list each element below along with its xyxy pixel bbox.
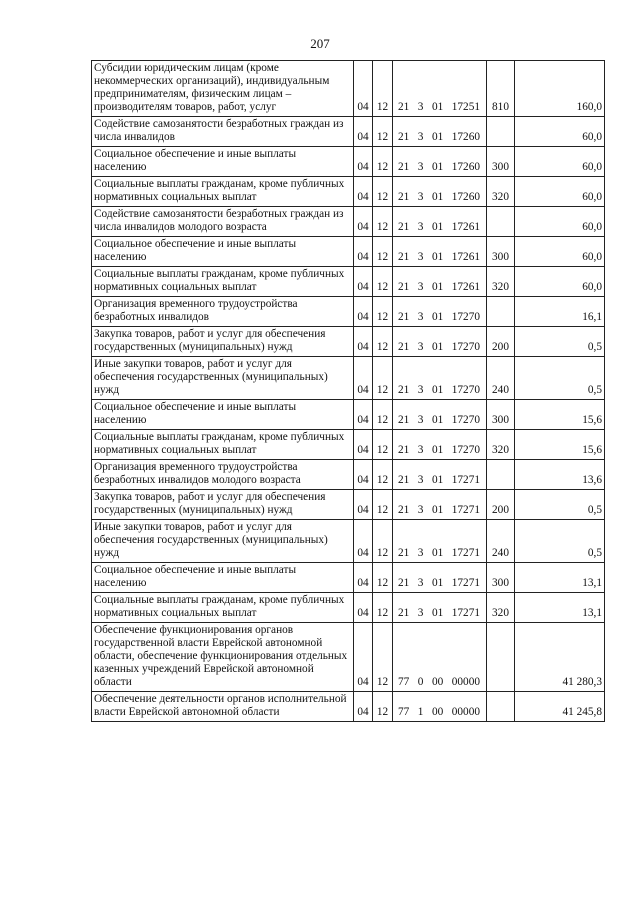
code-program: 21 — [398, 504, 410, 516]
code-event: 01 — [431, 444, 444, 456]
row-name: Социальные выплаты гражданам, кроме публичных нормативных социальных выплат — [92, 593, 354, 623]
code-program: 21 — [398, 131, 410, 143]
row-target-code — [393, 563, 487, 593]
code-direction: 17260 — [451, 191, 480, 203]
code-direction: 17260 — [451, 161, 480, 173]
code-program: 21 — [398, 281, 410, 293]
table-row — [92, 297, 605, 327]
code-subprogram: 3 — [417, 281, 424, 293]
row-name: Организация временного трудоустройства безработных инвалидов молодого возраста — [92, 460, 354, 490]
row-target-code — [393, 460, 487, 490]
row-target-code — [393, 520, 487, 563]
row-subsection: 12 — [373, 207, 393, 237]
row-expense-type — [487, 460, 515, 490]
code-event: 01 — [431, 221, 444, 233]
row-expense-type: 320 — [487, 267, 515, 297]
table-row — [92, 593, 605, 623]
row-sum: 16,1 — [515, 297, 605, 327]
row-name: Закупка товаров, работ и услуг для обеспечения государственных (муниципальных) нужд — [92, 327, 354, 357]
row-target-code — [393, 692, 487, 722]
row-name: Иные закупки товаров, работ и услуг для обеспечения государственных (муниципальных) нужд — [92, 520, 354, 563]
code-subprogram: 3 — [417, 577, 424, 589]
row-expense-type — [487, 692, 515, 722]
code-direction: 17271 — [451, 547, 480, 559]
code-event: 01 — [431, 607, 444, 619]
code-subprogram: 3 — [417, 101, 424, 113]
code-program: 21 — [398, 474, 410, 486]
code-direction: 17261 — [451, 221, 480, 233]
code-program: 21 — [398, 577, 410, 589]
row-expense-type — [487, 117, 515, 147]
code-subprogram: 1 — [417, 706, 424, 718]
row-sum: 13,6 — [515, 460, 605, 490]
row-sum: 0,5 — [515, 490, 605, 520]
row-sum: 15,6 — [515, 430, 605, 460]
code-subprogram: 3 — [417, 607, 424, 619]
code-program: 77 — [398, 676, 410, 688]
code-event: 00 — [431, 706, 444, 718]
row-expense-type: 320 — [487, 177, 515, 207]
row-name: Субсидии юридическим лицам (кроме некоммерческих организаций), индивидуальным предпринимателям, физическим лицам – производителям товаров, работ, услуг — [92, 61, 354, 117]
code-program: 77 — [398, 706, 410, 718]
row-section: 04 — [354, 237, 373, 267]
code-direction: 17270 — [451, 444, 480, 456]
code-direction: 17271 — [451, 607, 480, 619]
row-expense-type: 240 — [487, 520, 515, 563]
table-row — [92, 267, 605, 297]
row-subsection: 12 — [373, 117, 393, 147]
code-event: 01 — [431, 474, 444, 486]
row-section: 04 — [354, 430, 373, 460]
row-expense-type: 320 — [487, 593, 515, 623]
row-section: 04 — [354, 520, 373, 563]
row-sum: 0,5 — [515, 520, 605, 563]
row-section: 04 — [354, 117, 373, 147]
code-event: 00 — [431, 676, 444, 688]
row-section: 04 — [354, 563, 373, 593]
code-program: 21 — [398, 547, 410, 559]
row-target-code — [393, 623, 487, 692]
row-subsection: 12 — [373, 237, 393, 267]
row-target-code — [393, 430, 487, 460]
code-program: 21 — [398, 191, 410, 203]
row-target-code — [393, 177, 487, 207]
row-expense-type: 240 — [487, 357, 515, 400]
code-direction: 17271 — [451, 474, 480, 486]
table-row — [92, 117, 605, 147]
row-target-code — [393, 267, 487, 297]
code-direction: 17251 — [451, 101, 480, 113]
row-subsection: 12 — [373, 177, 393, 207]
code-event: 01 — [431, 504, 444, 516]
row-subsection: 12 — [373, 563, 393, 593]
row-target-code — [393, 357, 487, 400]
code-direction: 17270 — [451, 414, 480, 426]
row-sum: 60,0 — [515, 177, 605, 207]
code-program: 21 — [398, 251, 410, 263]
code-event: 01 — [431, 577, 444, 589]
code-direction: 00000 — [451, 676, 480, 688]
row-name: Социальные выплаты гражданам, кроме публичных нормативных социальных выплат — [92, 177, 354, 207]
row-expense-type: 300 — [487, 237, 515, 267]
code-subprogram: 3 — [417, 474, 424, 486]
row-section: 04 — [354, 207, 373, 237]
code-program: 21 — [398, 607, 410, 619]
code-subprogram: 3 — [417, 341, 424, 353]
code-subprogram: 3 — [417, 444, 424, 456]
code-program: 21 — [398, 444, 410, 456]
row-section: 04 — [354, 400, 373, 430]
code-direction: 17260 — [451, 131, 480, 143]
row-section: 04 — [354, 177, 373, 207]
row-target-code — [393, 297, 487, 327]
code-program: 21 — [398, 101, 410, 113]
row-name: Организация временного трудоустройства безработных инвалидов — [92, 297, 354, 327]
row-expense-type — [487, 297, 515, 327]
code-direction: 17270 — [451, 384, 480, 396]
row-sum: 60,0 — [515, 237, 605, 267]
row-expense-type: 300 — [487, 147, 515, 177]
row-target-code — [393, 400, 487, 430]
row-section: 04 — [354, 460, 373, 490]
code-subprogram: 3 — [417, 221, 424, 233]
row-name: Социальное обеспечение и иные выплаты населению — [92, 563, 354, 593]
row-name: Содействие самозанятости безработных граждан из числа инвалидов — [92, 117, 354, 147]
code-event: 01 — [431, 311, 444, 323]
row-expense-type — [487, 623, 515, 692]
code-program: 21 — [398, 311, 410, 323]
row-section: 04 — [354, 297, 373, 327]
code-event: 01 — [431, 131, 444, 143]
row-subsection: 12 — [373, 147, 393, 177]
code-subprogram: 3 — [417, 504, 424, 516]
row-sum: 160,0 — [515, 61, 605, 117]
table-row — [92, 692, 605, 722]
row-name: Социальные выплаты гражданам, кроме публичных нормативных социальных выплат — [92, 430, 354, 460]
table-row — [92, 490, 605, 520]
row-sum: 13,1 — [515, 563, 605, 593]
code-event: 01 — [431, 414, 444, 426]
row-section: 04 — [354, 147, 373, 177]
row-name: Обеспечение функционирования органов государственной власти Еврейской автономной области, обеспечение функционирования отдельных казенных учреждений Еврейской автономной области — [92, 623, 354, 692]
code-event: 01 — [431, 251, 444, 263]
row-name: Социальное обеспечение и иные выплаты населению — [92, 400, 354, 430]
code-event: 01 — [431, 161, 444, 173]
row-subsection: 12 — [373, 490, 393, 520]
table-row — [92, 177, 605, 207]
row-name: Социальное обеспечение и иные выплаты населению — [92, 237, 354, 267]
row-subsection: 12 — [373, 460, 393, 490]
row-section: 04 — [354, 61, 373, 117]
code-subprogram: 3 — [417, 384, 424, 396]
table-row — [92, 147, 605, 177]
code-direction: 17271 — [451, 504, 480, 516]
code-direction: 00000 — [451, 706, 480, 718]
row-subsection: 12 — [373, 520, 393, 563]
table-row — [92, 207, 605, 237]
code-subprogram: 3 — [417, 414, 424, 426]
row-section: 04 — [354, 490, 373, 520]
code-subprogram: 3 — [417, 251, 424, 263]
row-name: Социальные выплаты гражданам, кроме публичных нормативных социальных выплат — [92, 267, 354, 297]
code-program: 21 — [398, 161, 410, 173]
table-row — [92, 623, 605, 692]
code-event: 01 — [431, 384, 444, 396]
row-name: Социальное обеспечение и иные выплаты населению — [92, 147, 354, 177]
row-expense-type: 320 — [487, 430, 515, 460]
code-subprogram: 0 — [417, 676, 424, 688]
row-expense-type: 300 — [487, 400, 515, 430]
code-subprogram: 3 — [417, 161, 424, 173]
row-name: Закупка товаров, работ и услуг для обеспечения государственных (муниципальных) нужд — [92, 490, 354, 520]
code-event: 01 — [431, 547, 444, 559]
row-name: Содействие самозанятости безработных граждан из числа инвалидов молодого возраста — [92, 207, 354, 237]
code-direction: 17270 — [451, 341, 480, 353]
row-sum: 41 245,8 — [515, 692, 605, 722]
code-subprogram: 3 — [417, 131, 424, 143]
row-target-code — [393, 207, 487, 237]
code-event: 01 — [431, 341, 444, 353]
table-row — [92, 400, 605, 430]
row-expense-type — [487, 207, 515, 237]
row-expense-type: 300 — [487, 563, 515, 593]
row-sum: 60,0 — [515, 147, 605, 177]
table-row — [92, 430, 605, 460]
page-number: 207 — [310, 36, 330, 51]
row-sum: 60,0 — [515, 267, 605, 297]
row-expense-type: 810 — [487, 61, 515, 117]
code-program: 21 — [398, 221, 410, 233]
row-section: 04 — [354, 357, 373, 400]
row-target-code — [393, 147, 487, 177]
row-sum: 41 280,3 — [515, 623, 605, 692]
code-direction: 17271 — [451, 577, 480, 589]
row-name: Обеспечение деятельности органов исполнительной власти Еврейской автономной области — [92, 692, 354, 722]
row-section: 04 — [354, 593, 373, 623]
table-row — [92, 327, 605, 357]
row-sum: 13,1 — [515, 593, 605, 623]
row-target-code — [393, 593, 487, 623]
code-program: 21 — [398, 341, 410, 353]
row-expense-type: 200 — [487, 490, 515, 520]
row-section: 04 — [354, 692, 373, 722]
row-expense-type: 200 — [487, 327, 515, 357]
row-section: 04 — [354, 327, 373, 357]
row-sum: 60,0 — [515, 207, 605, 237]
budget-table — [91, 60, 605, 722]
row-sum: 0,5 — [515, 327, 605, 357]
row-target-code — [393, 327, 487, 357]
code-direction: 17261 — [451, 251, 480, 263]
code-subprogram: 3 — [417, 547, 424, 559]
code-program: 21 — [398, 414, 410, 426]
row-subsection: 12 — [373, 430, 393, 460]
code-direction: 17261 — [451, 281, 480, 293]
row-subsection: 12 — [373, 623, 393, 692]
row-name: Иные закупки товаров, работ и услуг для обеспечения государственных (муниципальных) нужд — [92, 357, 354, 400]
table-row — [92, 237, 605, 267]
row-subsection: 12 — [373, 61, 393, 117]
row-sum: 60,0 — [515, 117, 605, 147]
row-subsection: 12 — [373, 267, 393, 297]
row-subsection: 12 — [373, 400, 393, 430]
code-event: 01 — [431, 101, 444, 113]
row-target-code — [393, 237, 487, 267]
table-row — [92, 460, 605, 490]
code-program: 21 — [398, 384, 410, 396]
code-subprogram: 3 — [417, 311, 424, 323]
row-sum: 15,6 — [515, 400, 605, 430]
row-subsection: 12 — [373, 297, 393, 327]
row-sum: 0,5 — [515, 357, 605, 400]
code-event: 01 — [431, 191, 444, 203]
row-target-code — [393, 117, 487, 147]
row-target-code — [393, 61, 487, 117]
table-row — [92, 563, 605, 593]
table-row — [92, 520, 605, 563]
row-subsection: 12 — [373, 692, 393, 722]
row-subsection: 12 — [373, 357, 393, 400]
code-subprogram: 3 — [417, 191, 424, 203]
row-section: 04 — [354, 267, 373, 297]
table-row — [92, 61, 605, 117]
row-subsection: 12 — [373, 593, 393, 623]
code-direction: 17270 — [451, 311, 480, 323]
row-section: 04 — [354, 623, 373, 692]
row-target-code — [393, 490, 487, 520]
code-event: 01 — [431, 281, 444, 293]
row-subsection: 12 — [373, 327, 393, 357]
table-row — [92, 357, 605, 400]
